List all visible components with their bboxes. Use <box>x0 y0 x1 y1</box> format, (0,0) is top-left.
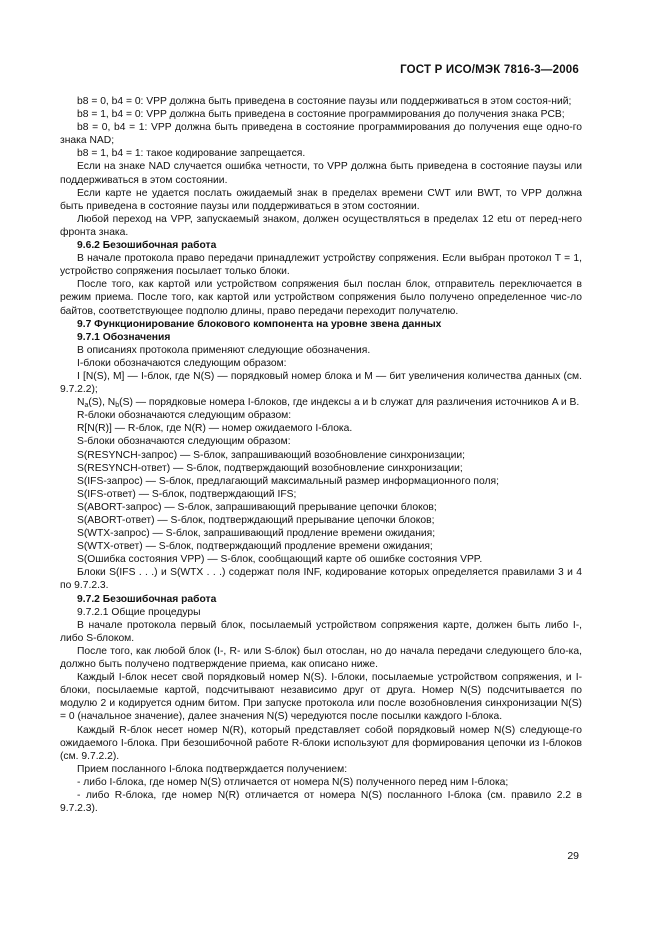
paragraph: S(ABORT-запрос) — S-блок, запрашивающий прерывание цепочки блоков; <box>77 501 437 513</box>
s-open: (S), N <box>88 397 116 409</box>
paragraph: R-блоки обозначаются следующим образом: <box>77 410 292 422</box>
list-item: - либо I-блока, где номер N(S) отличается от номера N(S) полученного перед ним I-блока; <box>77 776 509 788</box>
paragraph: Если карте не удается послать ожидаемый знак в пределах времени CWT или BWT, то VPP должна быть приведена в состояние паузы или поддерживаться в этом состоянии. <box>60 187 582 212</box>
paragraph: S-блоки обозначаются следующим образом: <box>77 436 291 448</box>
paragraph: После того, как любой блок (I-, R- или S-блок) был отослан, но до начала передачи следующего бло-ка, должно быть получено подтверждение приема, как описано ниже. <box>60 645 582 671</box>
section-heading-9-7-2: 9.7.2 Безошибочная работа <box>77 593 217 605</box>
paragraph: Каждый I-блок несет свой порядковый номер N(S). I-блоки, посылаемые устройством сопряжения, и I-блоки, посылаемые картой, подсчитывают независимо друг от друга. Номер N(S) подсчитывается по модулю 2 и кодируется одним битом. При запуске протокола или после возобновления синхронизации N(S) = 0 (начальное значение), далее значения N(S) чередуются после посылки каждого I-блока. <box>60 672 582 723</box>
paragraph: Блоки S(IFS . . .) и S(WTX . . .) содержат поля INF, кодирование которых определяется правилами 3 и 4 по 9.7.2.3. <box>60 567 582 592</box>
document-body <box>60 95 582 815</box>
subscript-b: b <box>115 402 120 410</box>
paragraph: В начале протокола право передачи принадлежит устройству сопряжения. Если выбран протокол T = 1, устройство сопряжения посылает только блоки. <box>60 253 582 278</box>
paragraph: S(WTX-запрос) — S-блок, запрашивающий продление времени ожидания; <box>77 528 436 540</box>
paragraph: В начале протокола первый блок, посылаемый устройством сопряжения карте, должен быть либо I-, либо S-блоком. <box>60 619 582 644</box>
paragraph: S(IFS-запрос) — S-блок, предлагающий максимальный размер информационного поля; <box>77 475 499 487</box>
paragraph: S(RESYNCH-запрос) — S-блок, запрашивающий возобновление синхронизации; <box>77 449 466 461</box>
paragraph: S(WTX-ответ) — S-блок, подтверждающий продление времени ожидания; <box>77 541 433 553</box>
subscript-a: a <box>84 402 89 410</box>
document-header: ГОСТ Р ИСО/МЭК 7816-3—2006 <box>400 64 579 76</box>
paragraph: S(Ошибка состояния VPP) — S-блок, сообщающий карте об ошибке состояния VPP. <box>77 554 483 566</box>
n-symbol: N <box>77 397 85 409</box>
section-heading-9-6-2: 9.6.2 Безошибочная работа <box>77 240 217 252</box>
paragraph: В описаниях протокола применяют следующие обозначения. <box>77 344 371 356</box>
paragraph: После того, как картой или устройством сопряжения был послан блок, отправитель переключается в режим приема. После того, как картой или устройством сопряжения было получено определенное чис-ло байтов, соответствующее подполю длины, право передачи переходит получателю. <box>60 279 582 317</box>
paragraph: R[N(R)] — R-блок, где N(R) — номер ожидаемого I-блока. <box>77 423 353 435</box>
paragraph: I-блоки обозначаются следующим образом: <box>77 357 287 369</box>
section-heading-9-7: 9.7 Функционирование блокового компонента на уровне звена данных <box>77 318 442 330</box>
paragraph: Если на знаке NAD случается ошибка четности, то VPP должна быть приведена в состояние паузы или поддерживаться в этом состоянии. <box>60 161 582 186</box>
paragraph: b8 = 1, b4 = 1: такое кодирование запрещается. <box>77 148 306 160</box>
section-heading-9-7-1: 9.7.1 Обозначения <box>77 331 171 343</box>
paragraph: S(IFS-ответ) — S-блок, подтверждающий IFS; <box>77 488 297 500</box>
paragraph: S(ABORT-ответ) — S-блок, подтверждающий прерывание цепочки блоков; <box>77 515 435 526</box>
subsection-heading-9-7-2-1: 9.7.2.1 Общие процедуры <box>77 606 201 618</box>
paragraph-na-nb <box>60 396 582 409</box>
paragraph-text: — порядковые номера I-блоков, где индексы a и b служат для различения источников A и B. <box>135 397 580 409</box>
paragraph: I [N(S), M] — I-блок, где N(S) — порядковый номер блока и M — бит увеличения количества данных (см. 9.7.2.2); <box>60 370 582 396</box>
paragraph: Прием посланного I-блока подтверждается получением: <box>77 763 348 775</box>
paragraph: Каждый R-блок несет номер N(R), который представляет собой порядковый номер N(S) следующе-го ожидаемого I-блока. При безошибочной работе R-блоки используют для формирования цепочки из I-блоков (см. 9.7.2.2). <box>60 724 582 762</box>
paragraph: b8 = 0, b4 = 1: VPP должна быть приведена в состояние программирования до получения еще одно-го знака NAD; <box>60 122 582 147</box>
s-close: (S) <box>119 397 133 409</box>
paragraph: S(RESYNCH-ответ) — S-блок, подтверждающий возобновление синхронизации; <box>77 462 463 474</box>
paragraph: b8 = 1, b4 = 0: VPP должна быть приведена в состояние программирования до получения знака PCB; <box>77 109 565 121</box>
paragraph: b8 = 0, b4 = 0: VPP должна быть приведена в состояние паузы или поддерживаться в этом состоя-ний; <box>77 96 572 107</box>
paragraph: Любой переход на VPP, запускаемый знаком, должен осуществляться в пределах 12 etu от перед-него фронта знака. <box>60 213 582 238</box>
list-item: - либо R-блока, где номер N(R) отличается от номера N(S) посланного I-блока (см. правило 2.2 в 9.7.2.3). <box>60 789 582 815</box>
page-number: 29 <box>567 850 579 862</box>
